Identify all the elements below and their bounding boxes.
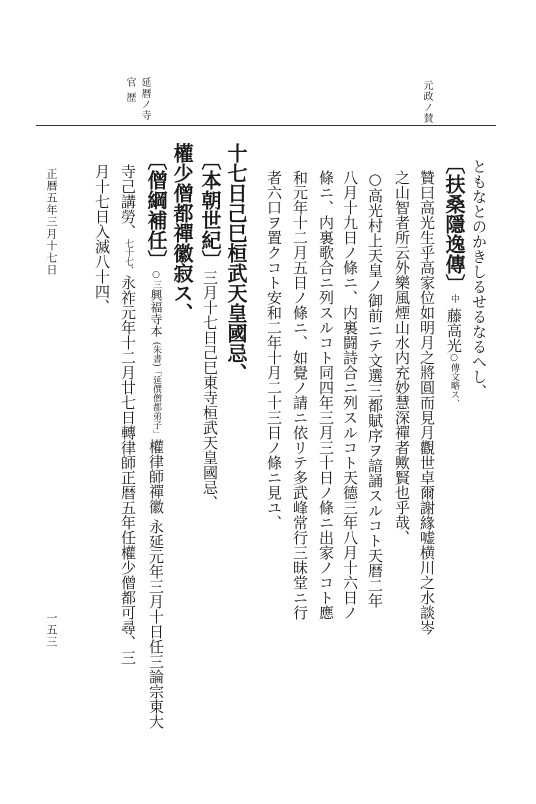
text-col-2 (444, 154, 464, 450)
entry-heading-zenki (172, 143, 192, 443)
col9-text: 者六口ヲ置クコト安和二年十月二十三日ノ條ニ見ユ、 (265, 170, 283, 530)
omission-note: ○傳文略ス、 (449, 352, 459, 408)
col6-text: 八月十九日ノ條ニ、内裏闘詩合ニ列スルコト天德三年八月十六日ノ (341, 170, 359, 620)
col4-text: 之山智者所云外樂風煙山水内充妙慧深禪者歟賢也乎哉、 (393, 170, 411, 545)
col5-text: ○高光村上天皇ノ御前ニテ文選三都賦序ヲ諳誦スルコト天暦二年 (366, 170, 384, 608)
col12-text: 權少僧都禪徽寂ス、 (170, 143, 194, 323)
source-title-sogo: 〔僧綱補任〕 (144, 150, 168, 270)
col1-text: ともなとのかきしるせるなるへし、 (470, 159, 488, 399)
volume-mark: 中 (449, 294, 459, 303)
text-col-5 (367, 170, 382, 770)
name-takamitsu: 藤高光 (445, 307, 463, 353)
age-note: 七十七、 (123, 239, 133, 275)
text-col-8 (292, 170, 307, 770)
text-col-14 (120, 164, 135, 764)
col8-text: 和元年十二月五日ノ條ニ、如覺ノ請ニ依リテ多武峰常行三昧堂ニ行 (291, 170, 309, 620)
col14-text-b: 永祚元年十二月廿七日轉律師正暦五年任權少僧都可尋、三 (119, 275, 137, 665)
name-zenki: 權律師禪徽 (147, 438, 165, 514)
date-line: 正暦五年三月十七日 (45, 168, 58, 276)
note-three: ○三 (151, 270, 161, 289)
text-col-9 (266, 170, 281, 770)
page-number: 一五三 (45, 612, 58, 648)
text-col-3 (419, 170, 434, 770)
running-head-left-2: 官 歴 (124, 77, 135, 104)
text-col-7 (318, 170, 333, 770)
col11-text: 三月十七日己巳東寺桓武天皇國忌、 (201, 270, 219, 510)
text-col-13 (146, 150, 166, 750)
text-col-6 (342, 170, 357, 770)
running-head-left-1: 延暦ノ寺 (139, 77, 150, 121)
source-title-fuso: 〔扶桑隱逸傳〕 (442, 154, 466, 294)
red-ink-note: (朱書)「延僎僧都弟子」 (151, 341, 161, 439)
text-col-1 (471, 159, 486, 519)
col15-text: 月十七日入滅八十四、 (93, 164, 111, 314)
text-col-11 (200, 150, 220, 590)
col13-text: 永延元年三月十日任三論宗東大 (147, 518, 165, 729)
col3-text: 贊曰高光生乎高家位如明月之將圓而見月觀世卓爾謝緣嘘横川之水談岑 (418, 170, 436, 635)
col10-text: 十七日己巳桓武天皇國忌、 (224, 143, 248, 383)
col14-text-a: 寺己講勞、 (119, 164, 137, 239)
col7-text: 條ニ、内裏歌合ニ列スルコト同四年三月三十日ノ條ニ出家ノコト應 (317, 170, 335, 620)
text-col-4 (394, 170, 409, 770)
source-title-honcho: 〔本朝世紀〕 (198, 150, 222, 270)
note-kofukuji: 興福寺本 (149, 289, 163, 337)
entry-heading-17th (226, 143, 246, 443)
running-head-right: 元政ノ賛 (421, 80, 432, 124)
text-col-15 (94, 164, 109, 464)
